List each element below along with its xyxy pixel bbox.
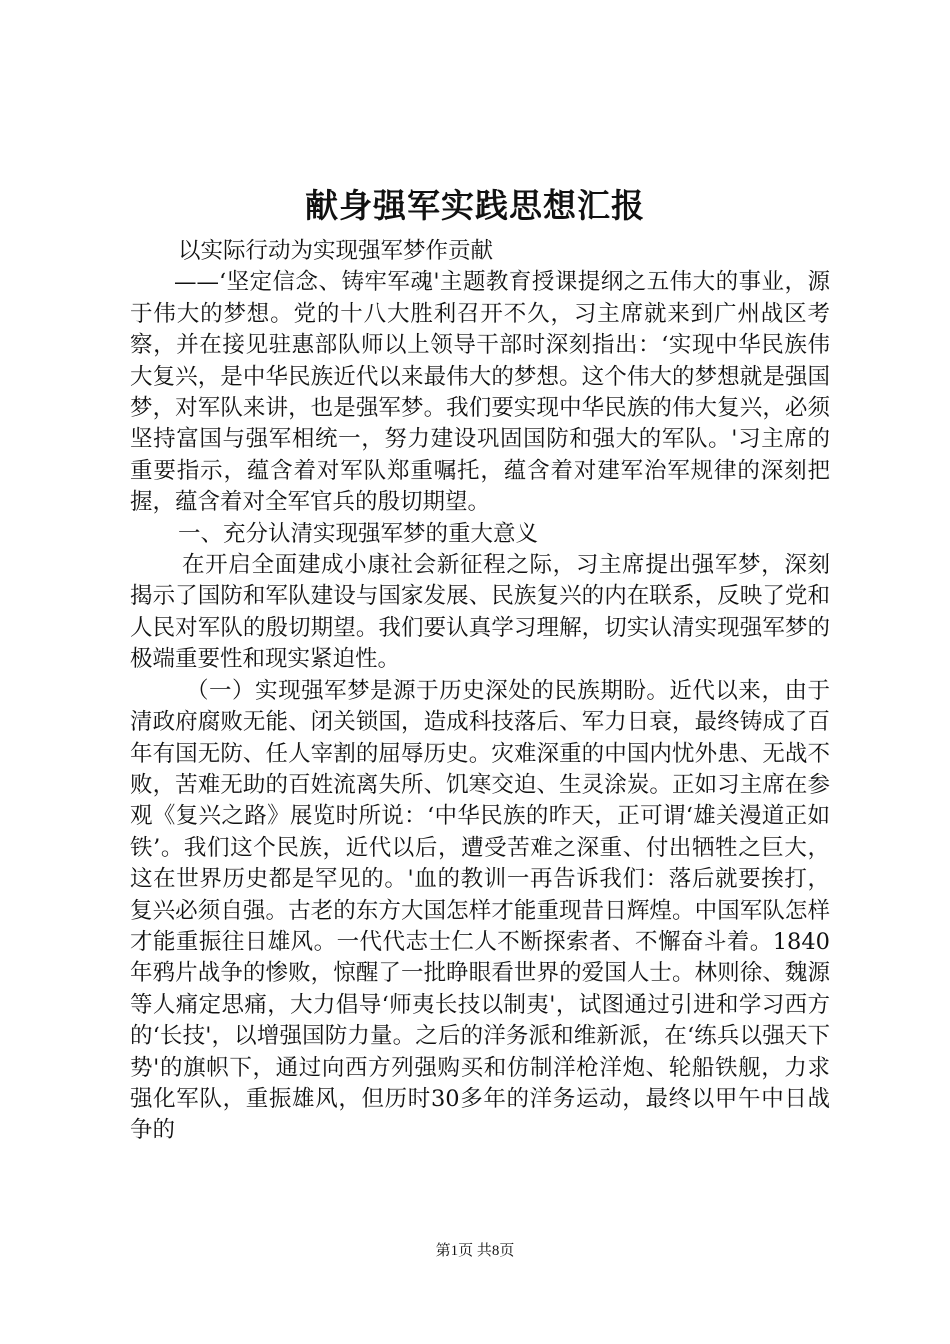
body-paragraph: （一）实现强军梦是源于历史深处的民族期盼。近代以来，由于清政府腐败无能、闭关锁国，造成科技落后、军力日衰，最终铸成了百年有国无防、任人宰割的屈辱历史。灾难深重的中国内忧外患、无战不败，苦难无助的百姓流离失所、饥寒交迫、生灵涂炭。正如习主席在参观《复兴之路》展览时所说：‘中华民族的昨天，正可谓‘雄关漫道正如铁’。我们这个民族，近代以后，遭受苦难之深重、付出牺牲之巨大，这在世界历史都是罕见的。'血的教训一再告诉我们：落后就要挨打，复兴必须自强。古老的东方大国怎样才能重现昔日辉煌。中国军队怎样才能重振往日雄风。一代代志士仁人不断探索者、不懈奋斗着。1840年鸦片战争的惨败，惊醒了一批睁眼看世界的爱国人士。林则徐、魏源等人痛定思痛，大力倡导‘师夷长技以制夷'，试图通过引进和学习西方的‘长技'，以增强国防力量。之后的洋务派和维新派，在‘练兵以强天下势'的旗帜下，通过向西方列强购买和仿制洋枪洋炮、轮船铁舰，力求强化军队，重振雄风，但历时30多年的洋务运动，最终以甲午中日战争的 [130,677,830,1144]
document-body [130,236,830,1147]
document-title: 献身强军实践思想汇报 [305,186,645,225]
body-paragraph: ——‘坚定信念、铸牢军魂'主题教育授课提纲之五伟大的事业，源于伟大的梦想。党的十八大胜利召开不久，习主席就来到广州战区考察，并在接见驻惠部队师以上领导干部时深刻指出：‘实现中华民族伟大复兴，是中华民族近代以来最伟大的梦想。这个伟大的梦想就是强国梦，对军队来讲，也是强军梦。我们要实现中华民族的伟大复兴，必须坚持富国与强军相统一，努力建设巩固国防和强大的军队。'习主席的重要指示，蕴含着对军队郑重嘱托，蕴含着对建军治军规律的深刻把握，蕴含着对全军官兵的殷切期望。 [130,269,830,516]
body-paragraph: 在开启全面建成小康社会新征程之际，习主席提出强军梦，深刻揭示了国防和军队建设与国家发展、民族复兴的内在联系，反映了党和人民对军队的殷切期望。我们要认真学习理解，切实认清实现强军梦的极端重要性和现实紧迫性。 [130,552,830,673]
page-number-footer: 第1页 共8页 [435,1243,515,1259]
subtitle-paragraph: 以实际行动为实现强军梦作贡献 [178,238,494,264]
section-heading: 一、充分认清实现强军梦的重大意义 [178,520,539,547]
